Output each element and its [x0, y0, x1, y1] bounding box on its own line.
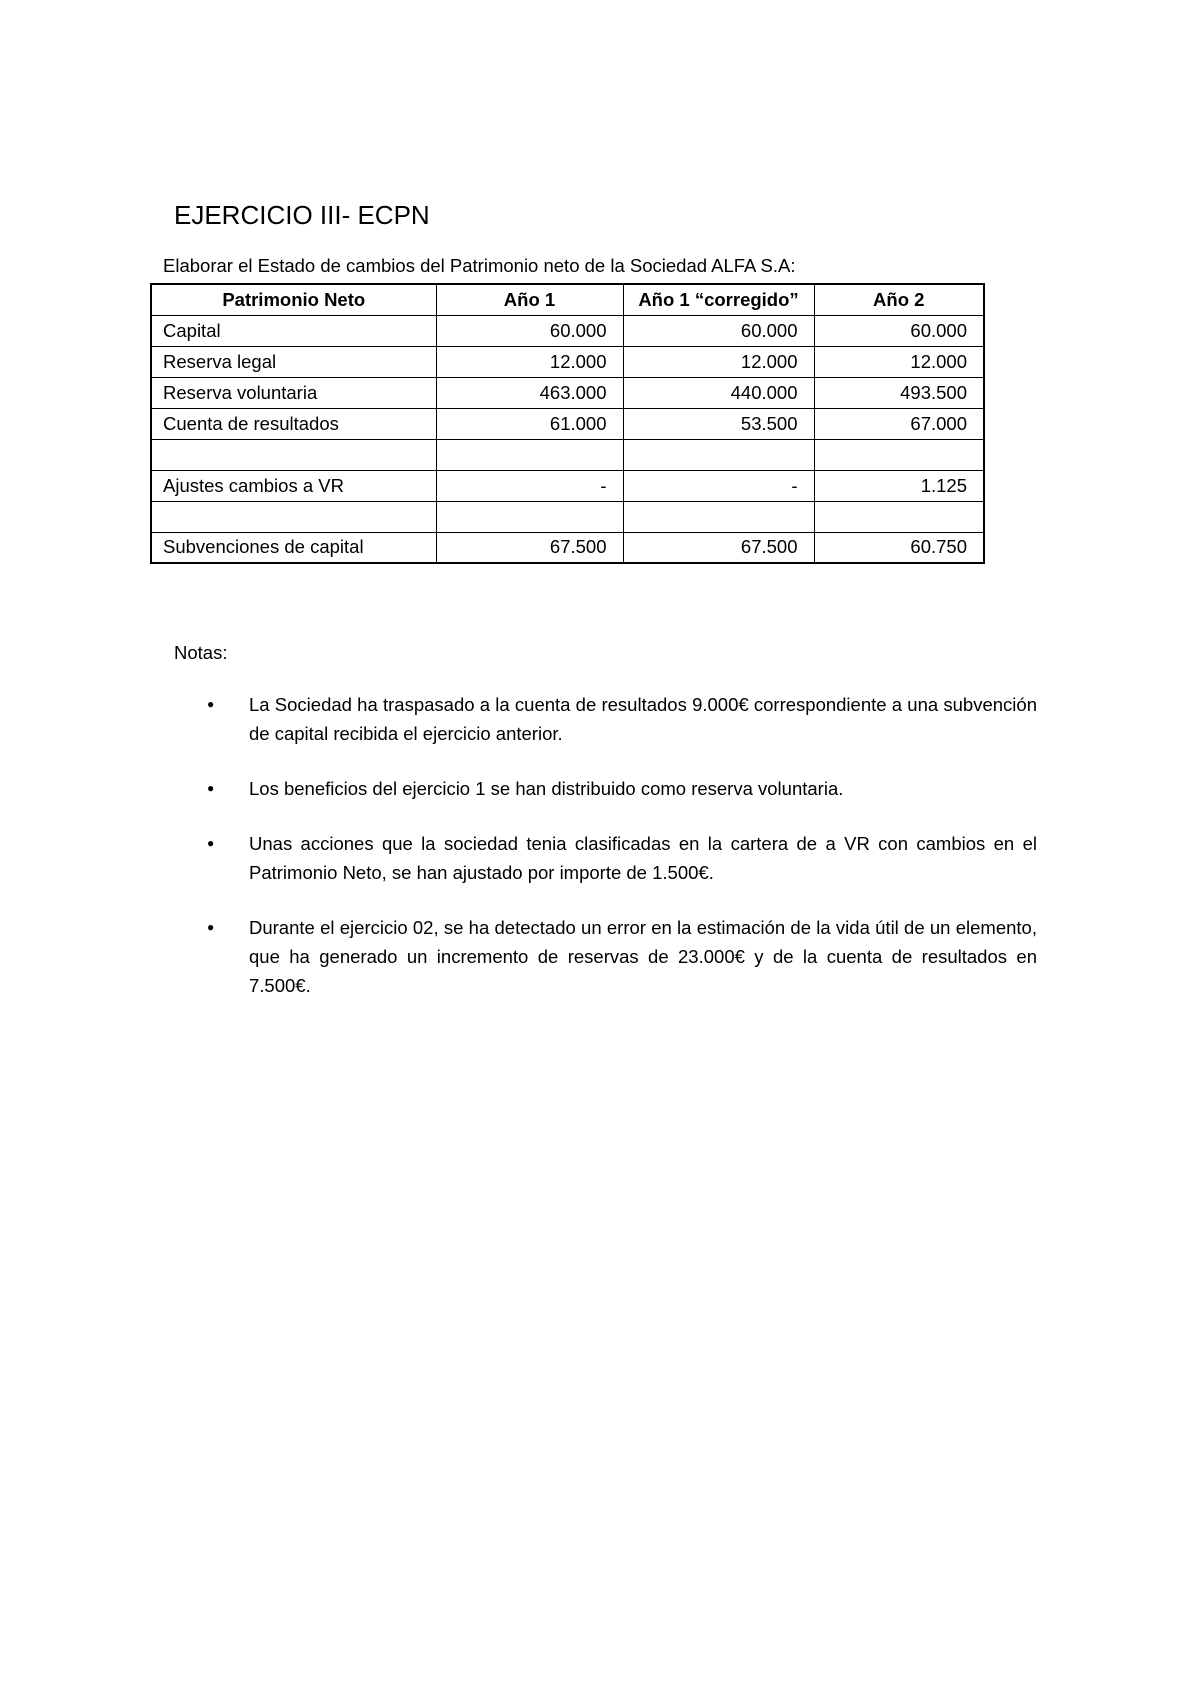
row-label: Subvenciones de capital [151, 532, 436, 563]
table-cell [623, 439, 814, 470]
bullet-icon: ● [207, 920, 215, 934]
table-row [151, 346, 984, 377]
table-cell: 60.000 [436, 315, 623, 346]
row-label: Reserva legal [151, 346, 436, 377]
patrimonio-neto-table [150, 283, 985, 564]
table-cell: 12.000 [623, 346, 814, 377]
row-label: Capital [151, 315, 436, 346]
note-text: Unas acciones que la sociedad tenia clasificadas en la cartera de a VR con cambios en el Patrimonio Neto, se han ajustado por importe de 1.500€. [249, 833, 1037, 883]
row-label: Reserva voluntaria [151, 377, 436, 408]
column-header: Año 2 [814, 284, 984, 315]
document-intro: Elaborar el Estado de cambios del Patrimonio neto de la Sociedad ALFA S.A: [163, 255, 796, 276]
table-cell [814, 501, 984, 532]
table-cell: 60.750 [814, 532, 984, 563]
table-cell: 60.000 [623, 315, 814, 346]
list-item [200, 690, 1037, 748]
document-title: EJERCICIO III- ECPN [174, 200, 430, 230]
notes-heading: Notas: [174, 642, 228, 663]
list-item [200, 774, 1037, 803]
table-cell: 53.500 [623, 408, 814, 439]
table-cell: 493.500 [814, 377, 984, 408]
table-cell [623, 501, 814, 532]
table-cell [814, 439, 984, 470]
table-row [151, 470, 984, 501]
list-item [200, 829, 1037, 887]
table-row-empty [151, 501, 984, 532]
table-cell: 67.500 [436, 532, 623, 563]
row-label [151, 439, 436, 470]
table-cell: 12.000 [436, 346, 623, 377]
column-header: Año 1 “corregido” [623, 284, 814, 315]
table-cell: 60.000 [814, 315, 984, 346]
bullet-icon: ● [207, 836, 215, 850]
table-cell: 67.500 [623, 532, 814, 563]
note-text: La Sociedad ha traspasado a la cuenta de resultados 9.000€ correspondiente a una subvención de capital recibida el ejercicio anterior. [249, 694, 1037, 744]
table-row-empty [151, 439, 984, 470]
row-label: Cuenta de resultados [151, 408, 436, 439]
table-header-row [151, 284, 984, 315]
bullet-icon: ● [207, 697, 215, 711]
notes-list [200, 690, 1037, 1026]
table-cell: 61.000 [436, 408, 623, 439]
table-row [151, 408, 984, 439]
table-cell: 67.000 [814, 408, 984, 439]
row-label: Ajustes cambios a VR [151, 470, 436, 501]
note-text: Durante el ejercicio 02, se ha detectado un error en la estimación de la vida útil de un elemento, que ha generado un incremento de reservas de 23.000€ y de la cuenta de resultados en 7.500€. [249, 917, 1037, 996]
table-cell: - [436, 470, 623, 501]
column-header: Patrimonio Neto [151, 284, 436, 315]
table-cell: - [623, 470, 814, 501]
table-cell: 12.000 [814, 346, 984, 377]
table-cell [436, 501, 623, 532]
table-row [151, 315, 984, 346]
table-cell: 463.000 [436, 377, 623, 408]
list-item [200, 913, 1037, 1000]
table-row [151, 377, 984, 408]
bullet-icon: ● [207, 781, 215, 795]
column-header: Año 1 [436, 284, 623, 315]
table-cell: 440.000 [623, 377, 814, 408]
table-cell [436, 439, 623, 470]
table-row [151, 532, 984, 563]
note-text: Los beneficios del ejercicio 1 se han distribuido como reserva voluntaria. [249, 778, 844, 799]
row-label [151, 501, 436, 532]
table-cell: 1.125 [814, 470, 984, 501]
